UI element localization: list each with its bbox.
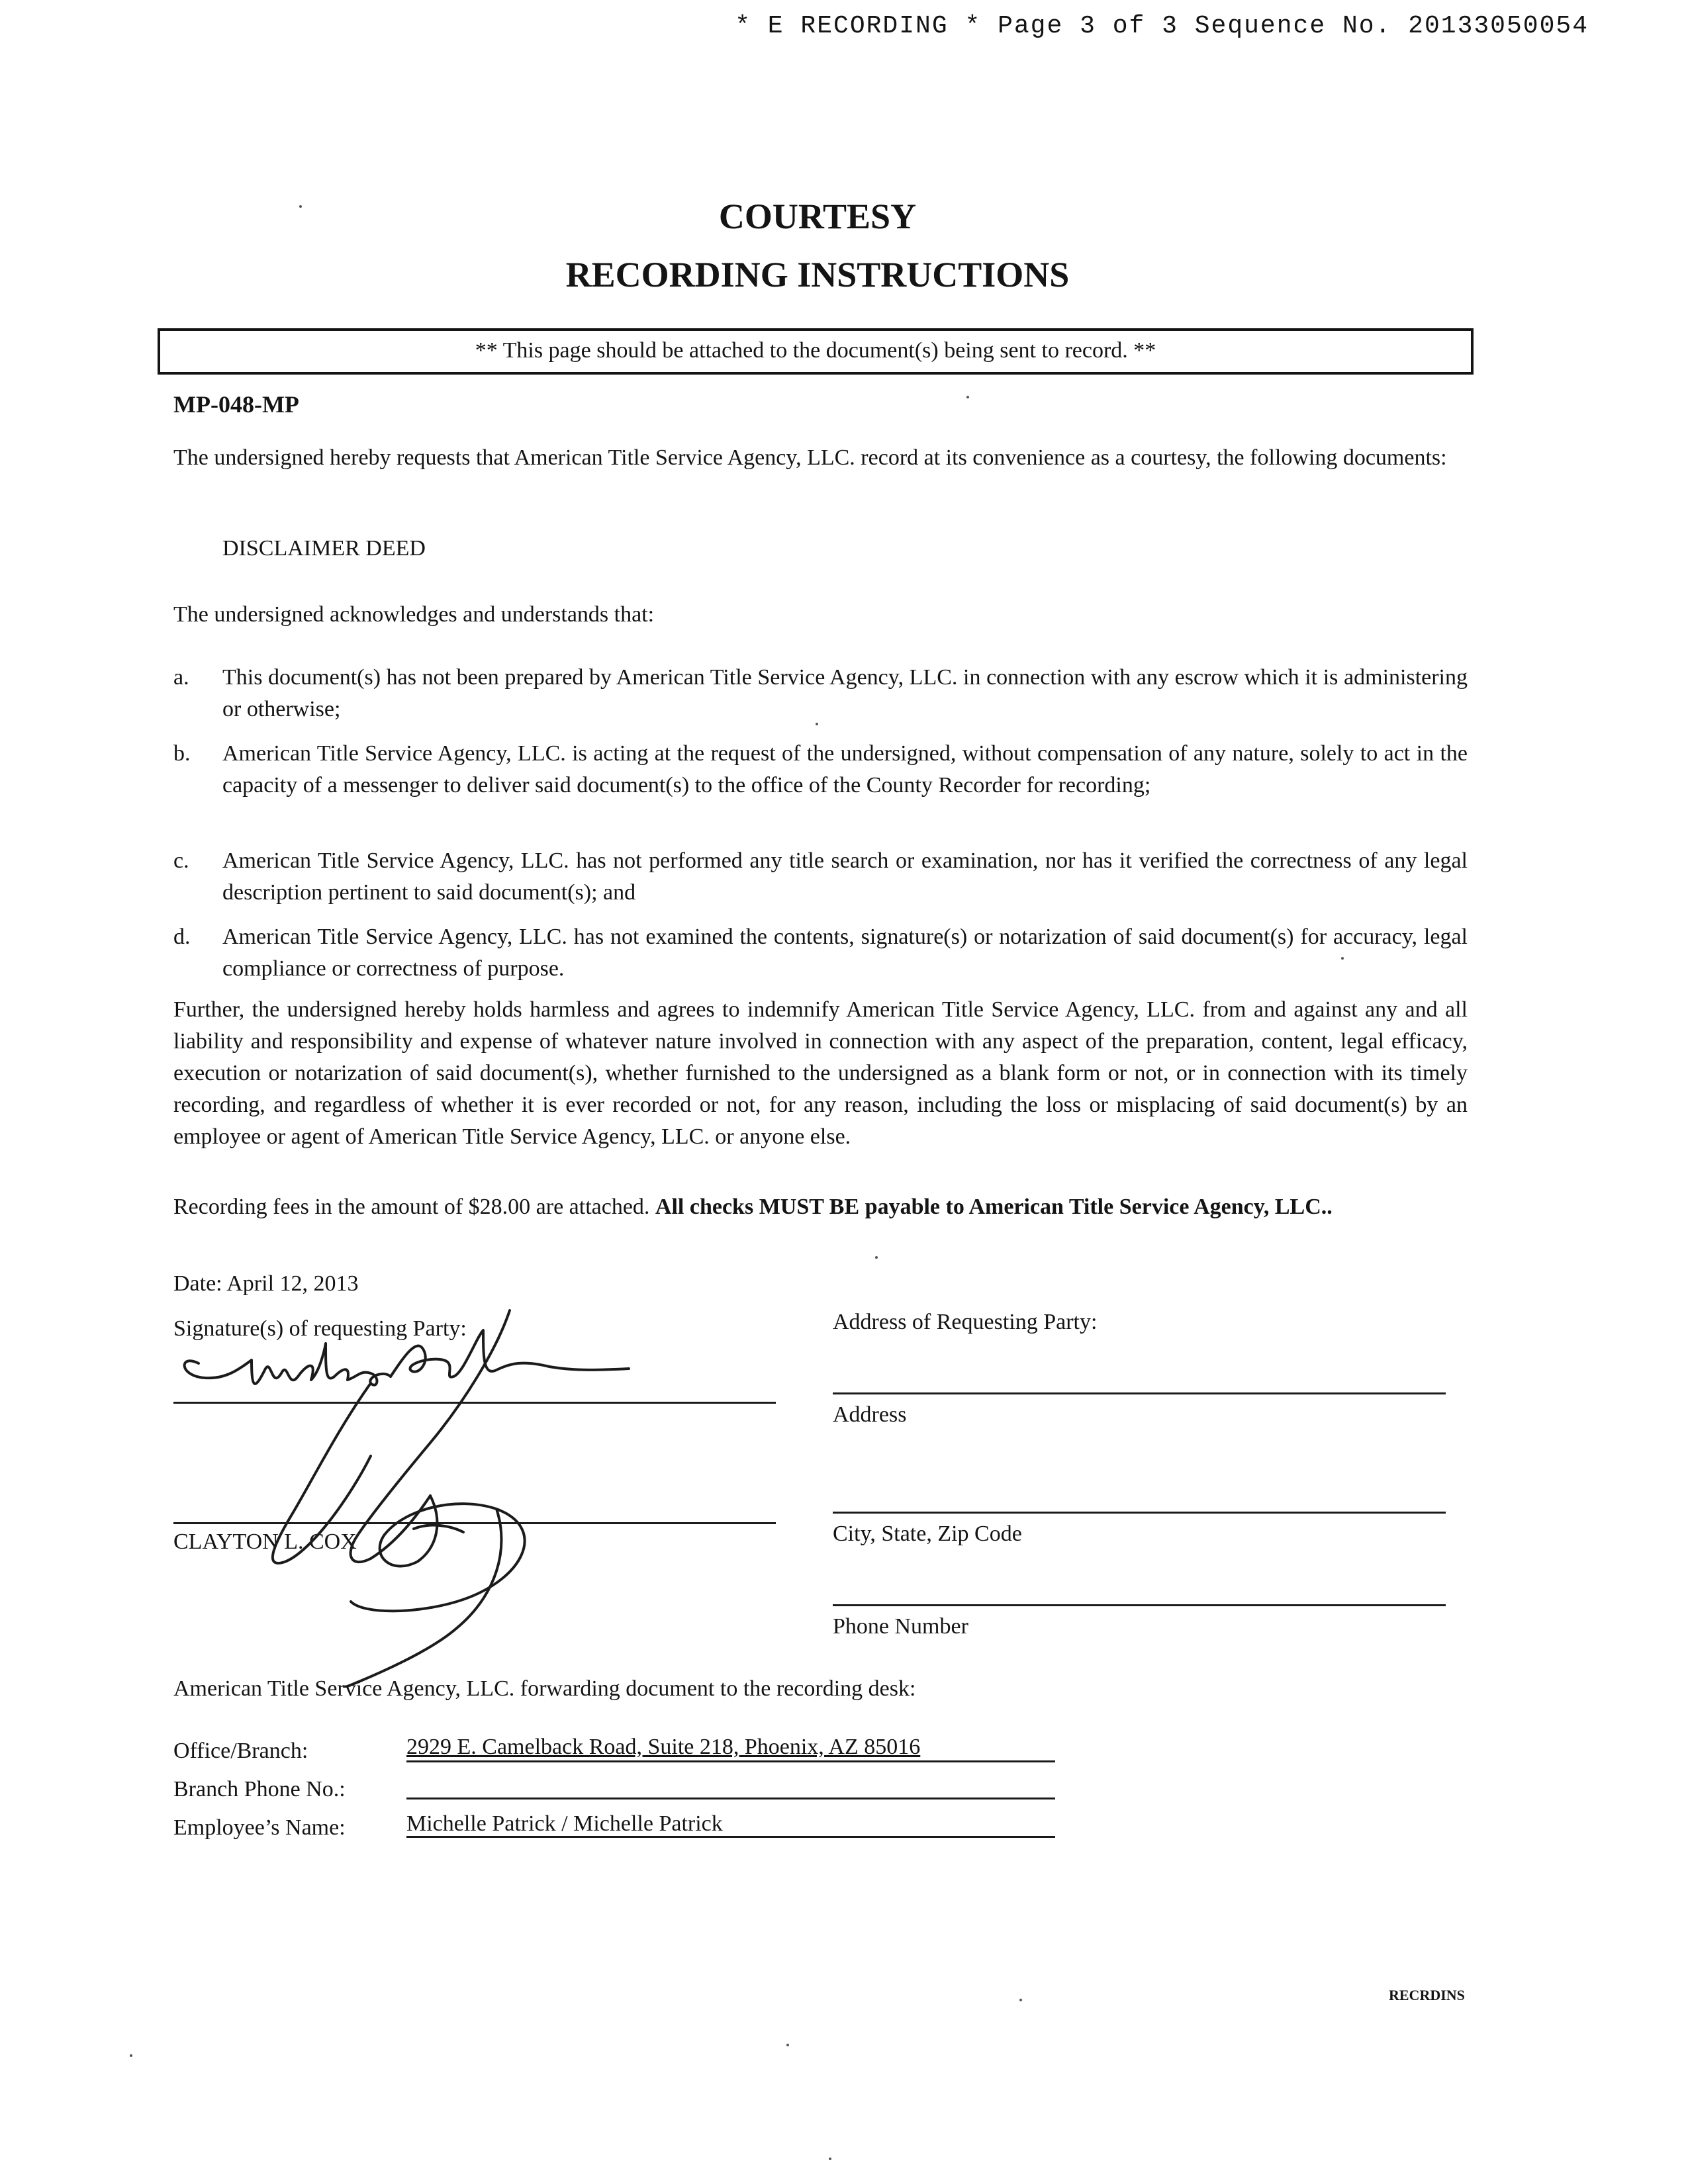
signature-stroke-7 (414, 1525, 463, 1532)
fees-payable-text: All checks MUST BE payable to American Title Service Agency, LLC.. (655, 1195, 1333, 1219)
footer-form-code: RECRDINS (1389, 1987, 1465, 2003)
signature-label: Signature(s) of requesting Party: (173, 1316, 467, 1341)
signature-stroke-1 (185, 1343, 391, 1385)
item-b-letter: b. (173, 741, 191, 766)
address-line (833, 1392, 1446, 1394)
scan-speck (816, 723, 818, 725)
scan-speck (299, 205, 302, 208)
item-a-text: This document(s) has not been prepared by American Title Service Agency, LLC. in connection with any escrow which it is administering or otherwise; (222, 665, 1468, 721)
item-d-text: American Title Service Agency, LLC. has not examined the contents, signature(s) or notarization of said document(s) for accuracy, legal compliance or correctness of purpose. (222, 925, 1468, 981)
e-recording-header: * E RECORDING * Page 3 of 3 Sequence No. 20133050054 (735, 12, 1589, 40)
employee-name-label: Employee’s Name: (173, 1815, 346, 1840)
item-c-text: American Title Service Agency, LLC. has not performed any title search or examination, nor has it verified the correctness of any legal description pertinent to said document(s); and (222, 848, 1468, 905)
office-branch-label: Office/Branch: (173, 1739, 308, 1763)
date-line: Date: April 12, 2013 (173, 1271, 359, 1296)
handwritten-signatures (152, 1297, 682, 1688)
scan-speck (130, 2054, 132, 2057)
office-branch-value: 2929 E. Camelback Road, Suite 218, Phoenix, AZ 85016 (406, 1735, 921, 1759)
attachment-notice: ** This page should be attached to the document(s) being sent to record. ** (158, 328, 1474, 375)
item-b-text: American Title Service Agency, LLC. is acting at the request of the undersigned, without compensation of any nature, solely to act in the capacity of a messenger to deliver said document(s) to the office of the County Recorder for recording; (222, 741, 1468, 797)
item-a-letter: a. (173, 665, 189, 690)
indemnify-paragraph: Further, the undersigned hereby holds harmless and agrees to indemnify American Title Service Agency, LLC. from and against any and all liability and responsibility and expense of whatever nature involved in connection with any aspect of the preparation, content, legal efficacy, execution or notarization of said document(s), whether furnished to the undersigned as a blank form or not, or in connection with its timely recording, and regardless of whether it is ever recorded or not, for any reason, including the loss or misplacing of said document(s) by an employee or agent of American Title Service Agency, LLC. or anyone else. (173, 997, 1468, 1149)
signer-name: CLAYTON L. COX (173, 1529, 357, 1554)
phone-number-label: Phone Number (833, 1614, 968, 1639)
scan-speck (1019, 1999, 1022, 2001)
item-c-letter: c. (173, 848, 189, 873)
employee-name-line (406, 1836, 1055, 1838)
address-label: Address (833, 1402, 907, 1427)
phone-line (833, 1604, 1446, 1606)
address-block-label: Address of Requesting Party: (833, 1310, 1098, 1334)
item-d-letter: d. (173, 925, 191, 949)
document-name: DISCLAIMER DEED (222, 536, 426, 561)
acknowledge-intro: The undersigned acknowledges and understands that: (173, 602, 655, 627)
city-state-zip-label: City, State, Zip Code (833, 1522, 1022, 1546)
fees-text: Recording fees in the amount of $28.00 are attached. (173, 1195, 650, 1219)
document-code: MP-048-MP (173, 391, 299, 418)
scan-speck (786, 2044, 789, 2046)
scan-speck (966, 396, 969, 398)
scan-speck (1341, 957, 1344, 960)
fees-paragraph (173, 1191, 1468, 1223)
scan-speck (829, 2158, 831, 2160)
signature-stroke-6 (344, 1509, 502, 1688)
signature-stroke-2 (391, 1330, 629, 1377)
request-paragraph: The undersigned hereby requests that American Title Service Agency, LLC. record at its convenience as a courtesy, the following documents: (173, 445, 1447, 470)
employee-name-value: Michelle Patrick / Michelle Patrick (406, 1811, 723, 1836)
title-courtesy: COURTESY (718, 197, 917, 236)
title-recording-instructions: RECORDING INSTRUCTIONS (565, 255, 1070, 295)
office-branch-line (406, 1760, 1055, 1762)
scan-speck (875, 1256, 878, 1259)
forwarding-intro: American Title Service Agency, LLC. forwarding document to the recording desk: (173, 1676, 916, 1701)
branch-phone-label: Branch Phone No.: (173, 1777, 346, 1801)
city-line (833, 1512, 1446, 1514)
branch-phone-line (406, 1797, 1055, 1799)
